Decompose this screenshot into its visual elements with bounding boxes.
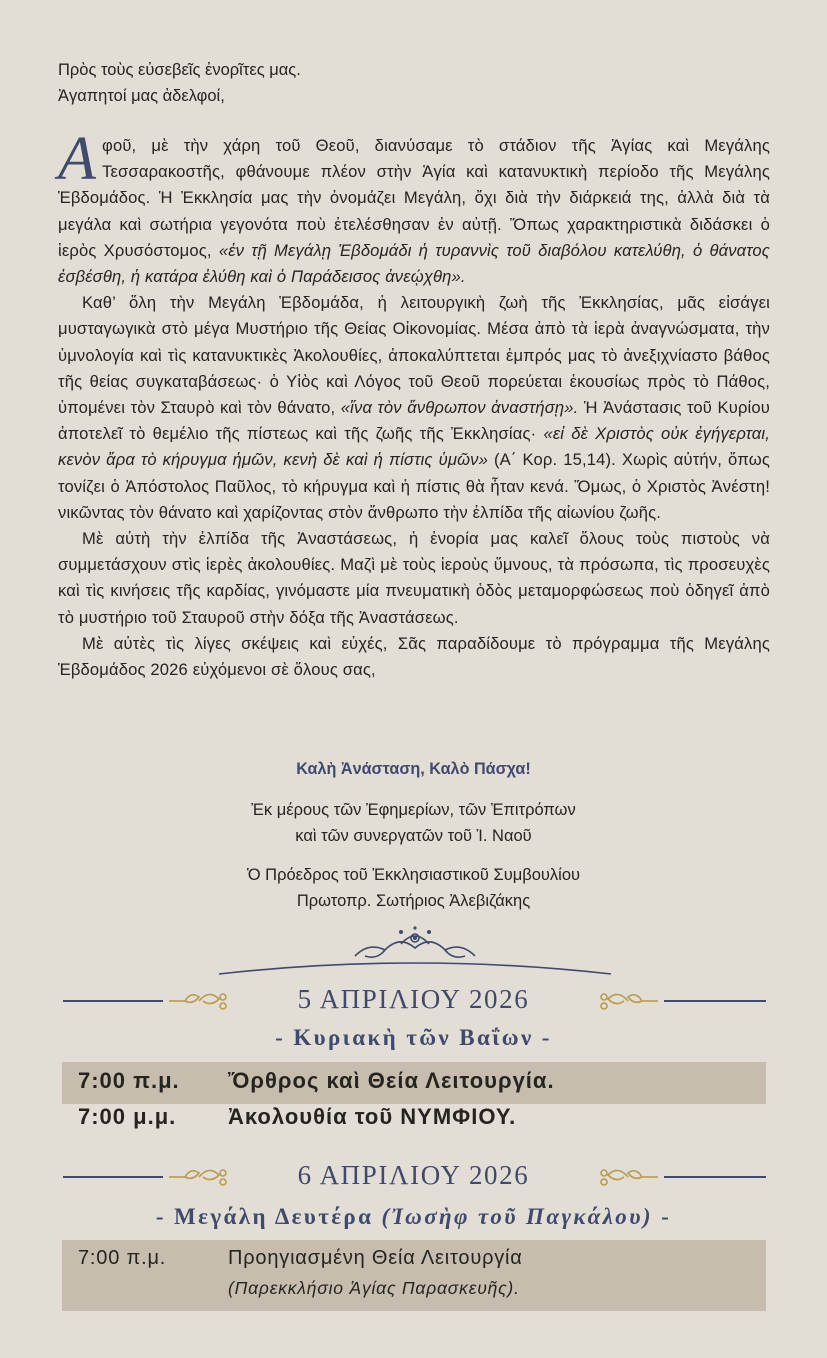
service-name: Ὄρθρος καὶ Θεία Λειτουργία. xyxy=(228,1068,555,1093)
service-location-note: (Παρεκκλήσιο Ἁγίας Παρασκευῆς). xyxy=(228,1278,520,1298)
letter-body xyxy=(58,125,771,683)
drop-cap: Α xyxy=(58,125,97,193)
service-time: 7:00 π.μ. xyxy=(78,1068,180,1093)
gold-ornament-icon xyxy=(594,1164,662,1190)
paragraph-1-text: φοῦ, μὲ τὴν χάρη τοῦ Θεοῦ, διανύσαμε τὸ στάδιον τῆς Ἁγίας καὶ Μεγάλης Τεσσαρακοστῆς, φθάνουμε πλέον στὴν Ἁγία καὶ κατανυκτικὴ περίοδο τῆς Μεγάλης Ἑβδομάδος. Ἡ Ἐκκλησία μας τὴν ὀνομάζει Μεγάλη, ὄχι διὰ τὴν διάρκειά της, ἀλλὰ διὰ τὰ μεγάλα καὶ σωτήρια γεγονότα ποὺ ἐτελέσθησαν ἐν αὐτῇ. Ὅπως χαρακτηριστικὰ διδάσκει ὁ ἱερὸς Χρυσόστομος, xyxy=(58,136,770,260)
date-heading-2: 6 ΑΠΡΙΛΙΟΥ 2026 xyxy=(297,1160,530,1190)
flourish-divider-icon xyxy=(215,922,615,978)
signature-line-4: Πρωτοπρ. Σωτήριος Ἀλεβιζάκης xyxy=(296,892,531,910)
day-title-2-subtitle: (Ἰωσὴφ τοῦ Παγκάλου) xyxy=(381,1204,653,1229)
day-title-2-dash: - xyxy=(652,1204,672,1229)
paragraph-2-text-a: Καθ’ ὅλη τὴν Μεγάλη Ἑβδομάδα, ἡ λειτουργικὴ ζωὴ τῆς Ἐκκλησίας, μᾶς εἰσάγει μυσταγωγικὰ στὸ μέγα Μυστήριο τῆς Θείας Οἰκονομίας. Μέσα ἀπὸ τὰ ἱερὰ ἀναγνώσματα, τὴν ὑμνολογία καὶ τὶς κατανυκτικὲς Ἀκολουθίες, ἀποκαλύπτεται ἐμπρός μας τὸ ἀνεξιχνίαστο βάθος τῆς θείας συγκαταβάσεως· ὁ Υἱὸς καὶ Λόγος τοῦ Θεοῦ πορεύεται ἑκουσίως πρὸς τὸ Πάθος, ὑπομένει τὸν Σταυρὸ καὶ τὸν θάνατο, xyxy=(58,293,770,418)
day-title-2-main: - Μεγάλη Δευτέρα xyxy=(155,1204,382,1229)
chrysostom-quote: «ἐν τῇ Μεγάλῃ Ἑβδομάδι ἡ τυραννὶς τοῦ διαβόλου κατελύθη, ὁ θάνατος ἐσβέσθη, ἡ κατάρα ἐλύθη καὶ ὁ Παράδεισος ἀνεῴχθη». xyxy=(58,240,771,287)
service-time: 7:00 π.μ. xyxy=(78,1247,167,1269)
date-heading-1: 5 ΑΠΡΙΛΙΟΥ 2026 xyxy=(297,984,530,1014)
greeting-line-1: Πρὸς τοὺς εὐσεβεῖς ἐνορῖτες μας. xyxy=(58,61,301,79)
paragraph-1 xyxy=(58,125,771,290)
paragraph-2-text-c: (Α΄ Κορ. 15,14). Χωρὶς αὐτήν, ὅπως τονίζει ὁ Ἀπόστολος Παῦλος, τὸ κήρυγμα καὶ ἡ πίστις θὰ ἦταν κενά. Ὅμως, ὁ Χριστὸς Ἀνέστη! νικῶντας τὸν θάνατο καὶ χαρίζοντας στὸν ἄνθρωπο τὴν ἐλπίδα τῆς αἰωνίου ζωῆς. xyxy=(58,450,770,522)
day-title-1: - Κυριακὴ τῶν Βαΐων - xyxy=(275,1025,552,1050)
paragraph-4: Μὲ αὐτὲς τὶς λίγες σκέψεις καὶ εὐχές, Σᾶς παραδίδουμε τὸ πρόγραμμα τῆς Μεγάλης Ἑβδομάδος 2026 εὐχόμενοι σὲ ὅλους σας, xyxy=(58,633,770,680)
quote-anastisi: «ἵνα τὸν ἄνθρωπον ἀναστήσῃ». xyxy=(340,398,579,418)
rule-right-2 xyxy=(664,1176,766,1178)
signature-line-1: Ἐκ μέρους τῶν Ἐφημερίων, τῶν Ἐπιτρόπων xyxy=(251,801,576,819)
paragraph-3: Μὲ αὐτὴ τὴν ἐλπίδα τῆς Ἀναστάσεως, ἡ ἐνορία μας καλεῖ ὅλους τοὺς πιστοὺς νὰ συμμετάσχουν στὶς ἱερὲς ἀκολουθίες. Μαζὶ μὲ τοὺς ἱεροὺς ὕμνους, τὰ πρόσωπα, τὶς προσευχὲς καὶ τὶς κινήσεις τῆς καρδίας, γινόμαστε μία πνευματικὴ ὁδὸς μεταμορφώσεως ποὺ ὁδηγεῖ ἀπὸ τὸ μυστήριο τοῦ Σταυροῦ στὴν δόξα τῆς Ἀναστάσεως. xyxy=(58,529,770,627)
greeting-line-2: Ἀγαπητοί μας ἀδελφοί, xyxy=(58,87,225,105)
service-name: Προηγιασμένη Θεία Λειτουργία xyxy=(228,1247,523,1269)
gold-ornament-icon xyxy=(594,988,662,1014)
service-name: Ἀκολουθία τοῦ ΝΥΜΦΙΟΥ. xyxy=(228,1104,517,1129)
service-time: 7:00 μ.μ. xyxy=(78,1104,177,1129)
easter-wish: Καλὴ Ἀνάσταση, Καλὸ Πάσχα! xyxy=(296,760,531,778)
day-title-2 xyxy=(0,1204,827,1230)
rule-right-1 xyxy=(664,1000,766,1002)
paragraph-2-text-b: Ἡ Ἀνάστασις τοῦ Κυρίου ἀποτελεῖ τὸ θεμέλιο τῆς πίστεως καὶ τῆς ζωῆς τῆς Ἐκκλησίας· xyxy=(58,398,770,444)
quote-corinthians: «εἰ δὲ Χριστὸς οὐκ ἐγήγερται, κενὸν ἄρα τὸ κήρυγμα ἡμῶν, κενὴ δὲ καὶ ἡ πίστις ὑμῶν» xyxy=(58,424,770,470)
paragraph-2 xyxy=(58,290,770,526)
signature-line-3: Ὁ Πρόεδρος τοῦ Ἐκκλησιαστικοῦ Συμβουλίου xyxy=(246,866,581,884)
signature-line-2: καὶ τῶν συνεργατῶν τοῦ Ἱ. Ναοῦ xyxy=(295,827,532,845)
